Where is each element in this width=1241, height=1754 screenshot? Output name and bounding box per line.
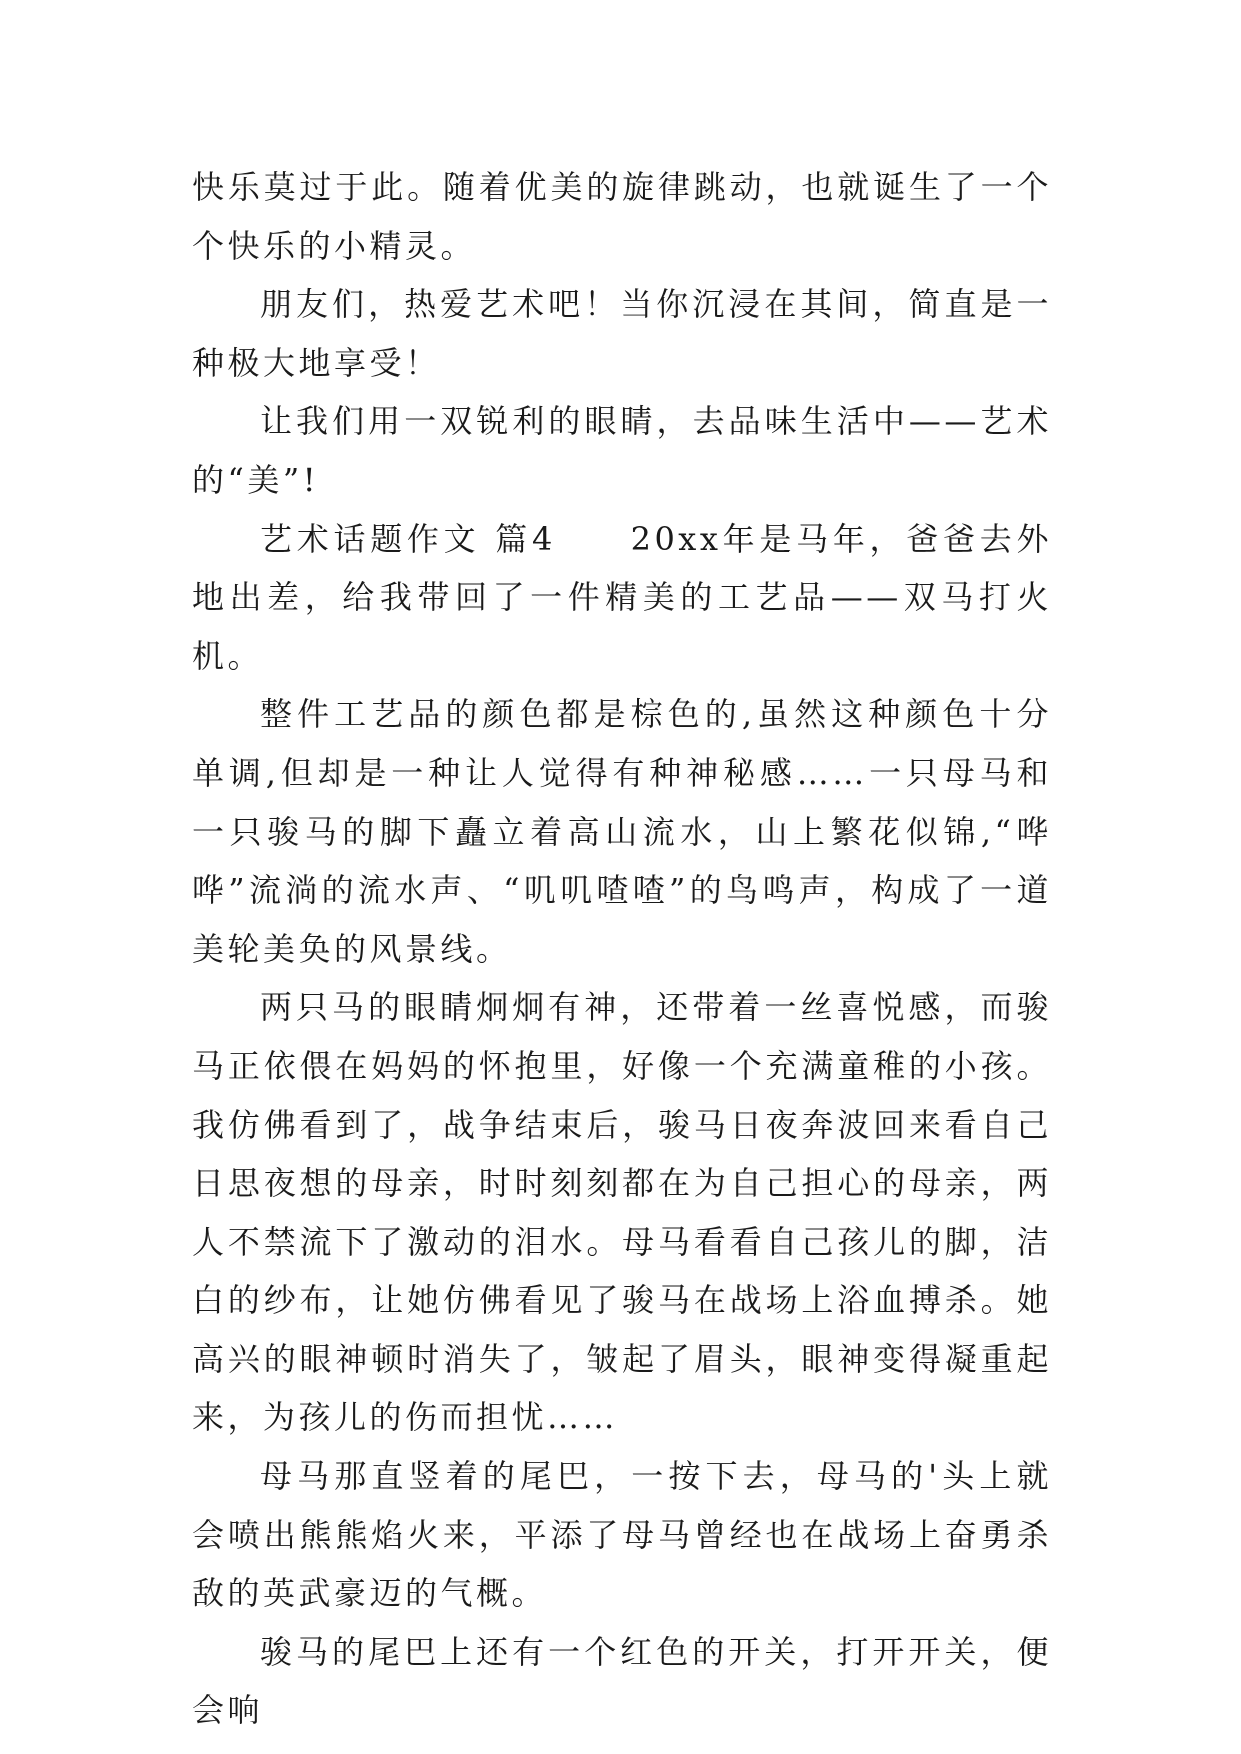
- paragraph: 整件工艺品的颜色都是棕色的,虽然这种颜色十分单调,但却是一种让人觉得有种神秘感……一只母马和一只骏马的脚下矗立着高山流水，山上繁花似锦,“哗哗”流淌的流水声、“叽叽喳喳”的鸟鸣声，构成了一道美轮美奂的风景线。: [192, 695, 1052, 968]
- paragraph: 母马那直竖着的尾巴，一按下去，母马的'头上就会喷出熊熊焰火来，平添了母马曾经也在战场上奋勇杀敌的英武豪迈的气概。: [192, 1457, 1052, 1613]
- paragraph: 让我们用一双锐利的眼睛，去品味生活中——艺术的“美”!: [192, 402, 1052, 499]
- paragraph: 艺术话题作文 篇4 20xx年是马年，爸爸去外地出差，给我带回了一件精美的工艺品——双马打火机。: [192, 519, 1052, 675]
- paragraph: 骏马的尾巴上还有一个红色的开关，打开开关，便会响: [192, 1632, 1052, 1730]
- document-page: [192, 158, 1052, 1740]
- paragraph: 朋友们，热爱艺术吧！当你沉浸在其间，简直是一种极大地享受！: [192, 285, 1052, 382]
- paragraph: 快乐莫过于此。随着优美的旋律跳动，也就诞生了一个个快乐的小精灵。: [192, 168, 1052, 265]
- paragraph: 两只马的眼睛炯炯有神，还带着一丝喜悦感，而骏马正依偎在妈妈的怀抱里，好像一个充满童稚的小孩。我仿佛看到了，战争结束后，骏马日夜奔波回来看自己日思夜想的母亲，时时刻刻都在为自己担心的母亲，两人不禁流下了激动的泪水。母马看看自己孩儿的脚，洁白的纱布，让她仿佛看见了骏马在战场上浴血搏杀。她高兴的眼神顿时消失了，皱起了眉头，眼神变得凝重起来，为孩儿的伤而担忧……: [192, 988, 1052, 1437]
